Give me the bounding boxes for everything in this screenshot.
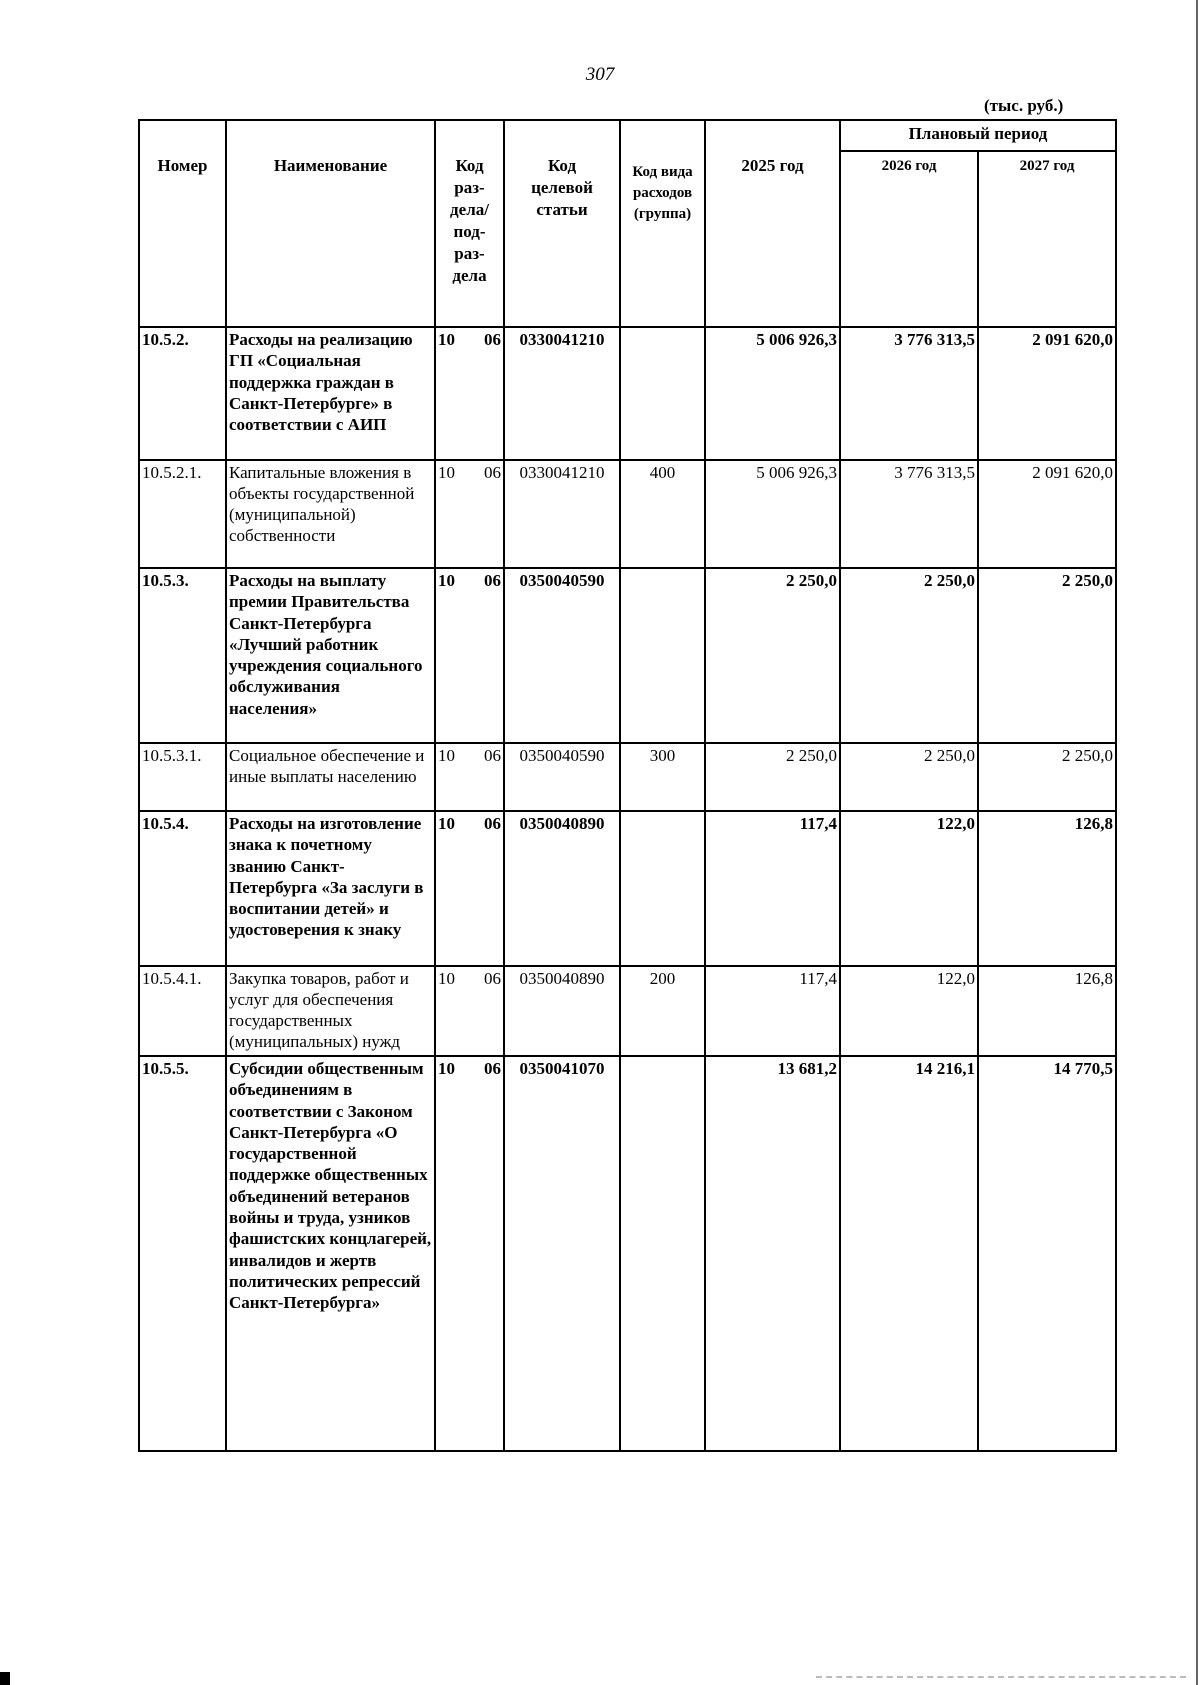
header-kod-celevoy-stati: Код целевой статьи: [504, 120, 620, 327]
cell-naimenovanie: Социальное обеспечение и иные выплаты населению: [226, 743, 435, 811]
cell-kod-celevoy: 0350040590: [504, 568, 620, 743]
cell-naimenovanie: Субсидии общественным объединениям в соответствии с Законом Санкт-Петербурга «О государственной поддержке общественных объединений ветеранов войны и труда, узников фашистских концлагерей, инвалидов и жертв политических репрессий Санкт-Петербурга»: [226, 1056, 435, 1451]
podrazdel-code: 06: [484, 571, 501, 590]
header-year-2026: 2026 год: [840, 151, 978, 327]
cell-2026: 2 250,0: [840, 568, 978, 743]
table-row: [139, 568, 1116, 743]
cell-razdel-podrazdel: [435, 460, 504, 568]
cell-nomer: 10.5.2.1.: [139, 460, 226, 568]
podrazdel-code: 06: [484, 814, 501, 833]
cell-nomer: 10.5.4.1.: [139, 966, 226, 1056]
cell-kod-celevoy: 0350041070: [504, 1056, 620, 1451]
table-row: [139, 460, 1116, 568]
cell-2025: 13 681,2: [705, 1056, 840, 1451]
podrazdel-code: 06: [484, 1059, 501, 1078]
cell-2027: 126,8: [978, 966, 1116, 1056]
cell-2027: 2 091 620,0: [978, 327, 1116, 460]
cell-2025: 117,4: [705, 966, 840, 1056]
cell-kod-celevoy: 0330041210: [504, 460, 620, 568]
cell-2027: 14 770,5: [978, 1056, 1116, 1451]
cell-kod-vida: [620, 1056, 705, 1451]
podrazdel-code: 06: [484, 330, 501, 349]
cell-kod-celevoy: 0350040890: [504, 811, 620, 966]
table-row: [139, 327, 1116, 460]
page-number: 307: [585, 64, 615, 85]
cell-kod-vida: [620, 568, 705, 743]
scan-corner-mark: [0, 1672, 10, 1685]
cell-kod-celevoy: 0350040590: [504, 743, 620, 811]
cell-naimenovanie: Расходы на изготовление знака к почетному званию Санкт-Петербурга «За заслуги в воспитании детей» и удостоверения к знаку: [226, 811, 435, 966]
cell-nomer: 10.5.5.: [139, 1056, 226, 1451]
cell-2026: 3 776 313,5: [840, 460, 978, 568]
header-kod-vida-rashodov: Код вида расходов (группа): [620, 120, 705, 327]
header-year-2025: 2025 год: [705, 120, 840, 327]
cell-kod-vida: 200: [620, 966, 705, 1056]
cell-kod-celevoy: 0350040890: [504, 966, 620, 1056]
cell-razdel-podrazdel: [435, 966, 504, 1056]
cell-razdel-podrazdel: [435, 568, 504, 743]
cell-naimenovanie: Расходы на выплату премии Правительства Санкт-Петербурга «Лучший работник учреждения социального обслуживания населения»: [226, 568, 435, 743]
budget-table: [138, 119, 1117, 1452]
podrazdel-code: 06: [484, 746, 501, 765]
cell-2027: 2 091 620,0: [978, 460, 1116, 568]
podrazdel-code: 06: [484, 969, 501, 988]
header-planned-period: Плановый период: [840, 120, 1116, 151]
cell-2025: 5 006 926,3: [705, 327, 840, 460]
cell-2026: 14 216,1: [840, 1056, 978, 1451]
header-naimenovanie: Наименование: [226, 120, 435, 327]
cell-razdel-podrazdel: [435, 743, 504, 811]
cell-2026: 3 776 313,5: [840, 327, 978, 460]
cell-naimenovanie: Закупка товаров, работ и услуг для обеспечения государственных (муниципальных) нужд: [226, 966, 435, 1056]
cell-2025: 2 250,0: [705, 743, 840, 811]
razdel-code: 10: [438, 571, 455, 590]
cell-naimenovanie: Капитальные вложения в объекты государственной (муниципальной) собственности: [226, 460, 435, 568]
cell-2026: 122,0: [840, 811, 978, 966]
cell-kod-vida: 300: [620, 743, 705, 811]
units-label: (тыс. руб.): [984, 96, 1064, 115]
cell-nomer: 10.5.4.: [139, 811, 226, 966]
table-row: [139, 811, 1116, 966]
header-row: [139, 120, 1116, 151]
razdel-code: 10: [438, 746, 455, 765]
cell-2027: 2 250,0: [978, 743, 1116, 811]
cell-razdel-podrazdel: [435, 811, 504, 966]
razdel-code: 10: [438, 1059, 455, 1078]
table-row: [139, 1056, 1116, 1451]
razdel-code: 10: [438, 814, 455, 833]
cell-2027: 126,8: [978, 811, 1116, 966]
cell-nomer: 10.5.2.: [139, 327, 226, 460]
header-kod-razdela: Код раз- дела/ под- раз- дела: [435, 120, 504, 327]
table-body: [139, 327, 1116, 1451]
header-nomer: Номер: [139, 120, 226, 327]
cell-2025: 117,4: [705, 811, 840, 966]
cell-2025: 5 006 926,3: [705, 460, 840, 568]
scan-footer-mark: [816, 1676, 1186, 1679]
cell-2027: 2 250,0: [978, 568, 1116, 743]
table-row: [139, 743, 1116, 811]
razdel-code: 10: [438, 463, 455, 482]
cell-kod-vida: [620, 327, 705, 460]
podrazdel-code: 06: [484, 463, 501, 482]
cell-2025: 2 250,0: [705, 568, 840, 743]
razdel-code: 10: [438, 969, 455, 988]
cell-razdel-podrazdel: [435, 1056, 504, 1451]
cell-kod-celevoy: 0330041210: [504, 327, 620, 460]
razdel-code: 10: [438, 330, 455, 349]
cell-nomer: 10.5.3.1.: [139, 743, 226, 811]
cell-2026: 122,0: [840, 966, 978, 1056]
cell-nomer: 10.5.3.: [139, 568, 226, 743]
cell-kod-vida: 400: [620, 460, 705, 568]
table-row: [139, 966, 1116, 1056]
scan-edge-line: [1196, 0, 1198, 1685]
cell-naimenovanie: Расходы на реализацию ГП «Социальная поддержка граждан в Санкт-Петербурге» в соответствии с АИП: [226, 327, 435, 460]
cell-kod-vida: [620, 811, 705, 966]
cell-2026: 2 250,0: [840, 743, 978, 811]
cell-razdel-podrazdel: [435, 327, 504, 460]
header-year-2027: 2027 год: [978, 151, 1116, 327]
